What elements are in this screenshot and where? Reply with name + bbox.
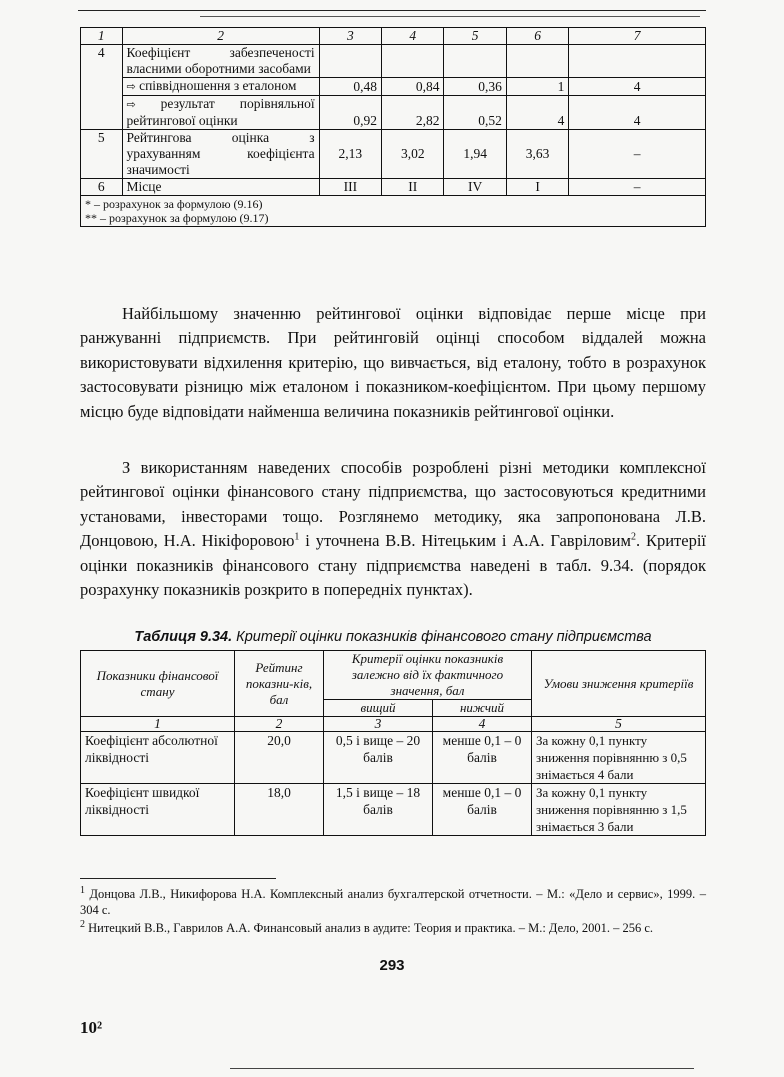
indicator-name: Коефіцієнт швидкої ліквідності — [81, 784, 235, 836]
table-cell: III — [319, 179, 381, 196]
paragraph-text: З використанням наведених способів розроблені різні методики комплексної рейтингової оцінки фінансового стану підприємства, що застосовуються кредитними установами, інвесторами тощо. Розглянемо методику, яка запропонована Л.В. Донцовою, Н.А. Нікіфоровою — [80, 458, 706, 551]
rating-table-continued — [80, 27, 706, 227]
table-caption — [80, 628, 706, 646]
column-header: вищий — [324, 700, 433, 717]
arrow-right-icon: ⇨ — [126, 80, 136, 93]
table-cell: 2,13 — [319, 130, 381, 179]
footer-rule — [230, 1068, 694, 1069]
row-label-text: співвідношення з еталоном — [139, 78, 297, 93]
table-cell: 1 — [506, 78, 568, 96]
reduction-condition: За кожну 0,1 пункту зниження порівнянню з 0,5 знімається 4 бали — [532, 732, 706, 784]
body-paragraph: Найбільшому значенню рейтингової оцінки відповідає перше місце при ранжуванні підприємств. При рейтинговій оцінці способом віддалей можна використовувати відхилення критерію, що вивчається, від еталону, тобто в розрахунок застосовувати різницю між еталоном і показником-коефіцієнтом. При цьому першому місцю буде відповідати найменша величина показників рейтингової оцінки. — [80, 304, 706, 421]
footnote-text: Донцова Л.В., Никифорова Н.А. Комплексный анализ бухгалтерской отчетности. – М.: «Дело и сервис», 1999. – 304 с. — [80, 887, 706, 917]
signature-mark: 10² — [80, 1018, 103, 1037]
column-number: 1 — [81, 28, 123, 45]
column-number: 2 — [235, 717, 324, 732]
table-row — [81, 179, 706, 196]
table-cell: 3,63 — [506, 130, 568, 179]
table-note: * – розрахунок за формулою (9.16) — [85, 197, 263, 211]
table-cell: 0,92 — [319, 96, 381, 130]
criteria-table — [80, 650, 706, 836]
criterion-low: менше 0,1 – 0 балів — [433, 732, 532, 784]
table-cell: 3,02 — [382, 130, 444, 179]
table-caption-text: Критерії оцінки показників фінансового стану підприємства — [232, 629, 652, 645]
table-notes-row — [81, 196, 706, 227]
table-header-row — [81, 651, 706, 700]
table-cell: 0,84 — [382, 78, 444, 96]
table-row — [81, 130, 706, 179]
table-row — [81, 78, 706, 96]
row-label: Рейтингова оцінка з урахуванням коефіцієнта значимості — [122, 130, 319, 179]
indicator-name: Коефіцієнт абсолютної ліквідності — [81, 732, 235, 784]
table-cell — [444, 45, 506, 78]
column-number: 5 — [532, 717, 706, 732]
table-cell — [569, 45, 706, 78]
footnote-mark: 2 — [80, 918, 85, 930]
table-cell: – — [569, 130, 706, 179]
column-number: 1 — [81, 717, 235, 732]
paragraph-text: і уточнена В.В. Нітецьким і А.А. Гавріловим — [299, 531, 631, 551]
criterion-high: 0,5 і вище – 20 балів — [324, 732, 433, 784]
table-cell: 4 — [569, 78, 706, 96]
reduction-condition: За кожну 0,1 пункту зниження порівнянню з 1,5 знімається 3 бали — [532, 784, 706, 836]
arrow-right-icon: ⇨ — [126, 98, 136, 111]
column-header: Показники фінансової стану — [81, 651, 235, 717]
table-row — [81, 96, 706, 130]
header-rule — [78, 10, 706, 11]
table-note: ** – розрахунок за формулою (9.17) — [85, 211, 269, 225]
column-header: Рейтинг показни-ків, бал — [235, 651, 324, 717]
column-number: 6 — [506, 28, 568, 45]
table-cell: IV — [444, 179, 506, 196]
paragraph-text: . Критерії оцінки показників фінансового стану підприємства наведені в табл. 9.34. (порядок розрахунку показників розкрито в попередніх пунктах). — [80, 531, 706, 600]
table-cell: 4 — [506, 96, 568, 130]
table-cell — [382, 45, 444, 78]
row-label — [122, 78, 319, 96]
row-label-text: результат порівняльної рейтингової оцінки — [126, 96, 315, 128]
table-notes — [81, 196, 706, 227]
table-row — [81, 45, 706, 78]
column-number: 3 — [319, 28, 381, 45]
column-number: 4 — [382, 28, 444, 45]
table-cell: 1,94 — [444, 130, 506, 179]
row-number: 5 — [81, 130, 123, 179]
table-cell: 4 — [569, 96, 706, 130]
column-number: 2 — [122, 28, 319, 45]
row-label: Коефіцієнт забезпеченості власними оборотними засобами — [122, 45, 319, 78]
table-cell: – — [569, 179, 706, 196]
column-number: 3 — [324, 717, 433, 732]
row-number: 6 — [81, 179, 123, 196]
rating-value: 20,0 — [235, 732, 324, 784]
footnote — [80, 920, 706, 936]
body-paragraph — [80, 456, 706, 602]
table-cell — [319, 45, 381, 78]
footnote-separator — [80, 878, 276, 879]
footnote — [80, 886, 706, 918]
criterion-low: менше 0,1 – 0 балів — [433, 784, 532, 836]
column-header: Критерії оцінки показників залежно від їх фактичного значення, бал — [324, 651, 532, 700]
table-cell: 2,82 — [382, 96, 444, 130]
footnote-ref: 2 — [630, 531, 636, 543]
table-cell: 0,48 — [319, 78, 381, 96]
criterion-high: 1,5 і вище – 18 балів — [324, 784, 433, 836]
rating-value: 18,0 — [235, 784, 324, 836]
table-header-row — [81, 28, 706, 45]
table-row — [81, 784, 706, 836]
table-row — [81, 732, 706, 784]
header-rule-secondary — [200, 16, 700, 17]
footnote-text: Нитецкий В.В., Гаврилов А.А. Финансовый анализ в аудите: Теория и практика. – М.: Дело, 2001. – 256 с. — [85, 921, 654, 935]
column-header: Умови зниження критеріїв — [532, 651, 706, 717]
table-cell: 0,36 — [444, 78, 506, 96]
column-header: нижчий — [433, 700, 532, 717]
footnote-mark: 1 — [80, 884, 85, 896]
column-number: 5 — [444, 28, 506, 45]
table-cell: II — [382, 179, 444, 196]
column-number: 7 — [569, 28, 706, 45]
row-number: 4 — [81, 45, 123, 130]
footnote-ref: 1 — [294, 531, 300, 543]
table-cell: 0,52 — [444, 96, 506, 130]
row-label — [122, 96, 319, 130]
column-number: 4 — [433, 717, 532, 732]
table-cell: I — [506, 179, 568, 196]
table-cell — [506, 45, 568, 78]
page-number: 293 — [379, 957, 405, 974]
row-label: Місце — [122, 179, 319, 196]
table-number-row — [81, 717, 706, 732]
table-caption-label: Таблиця 9.34. — [134, 629, 233, 645]
